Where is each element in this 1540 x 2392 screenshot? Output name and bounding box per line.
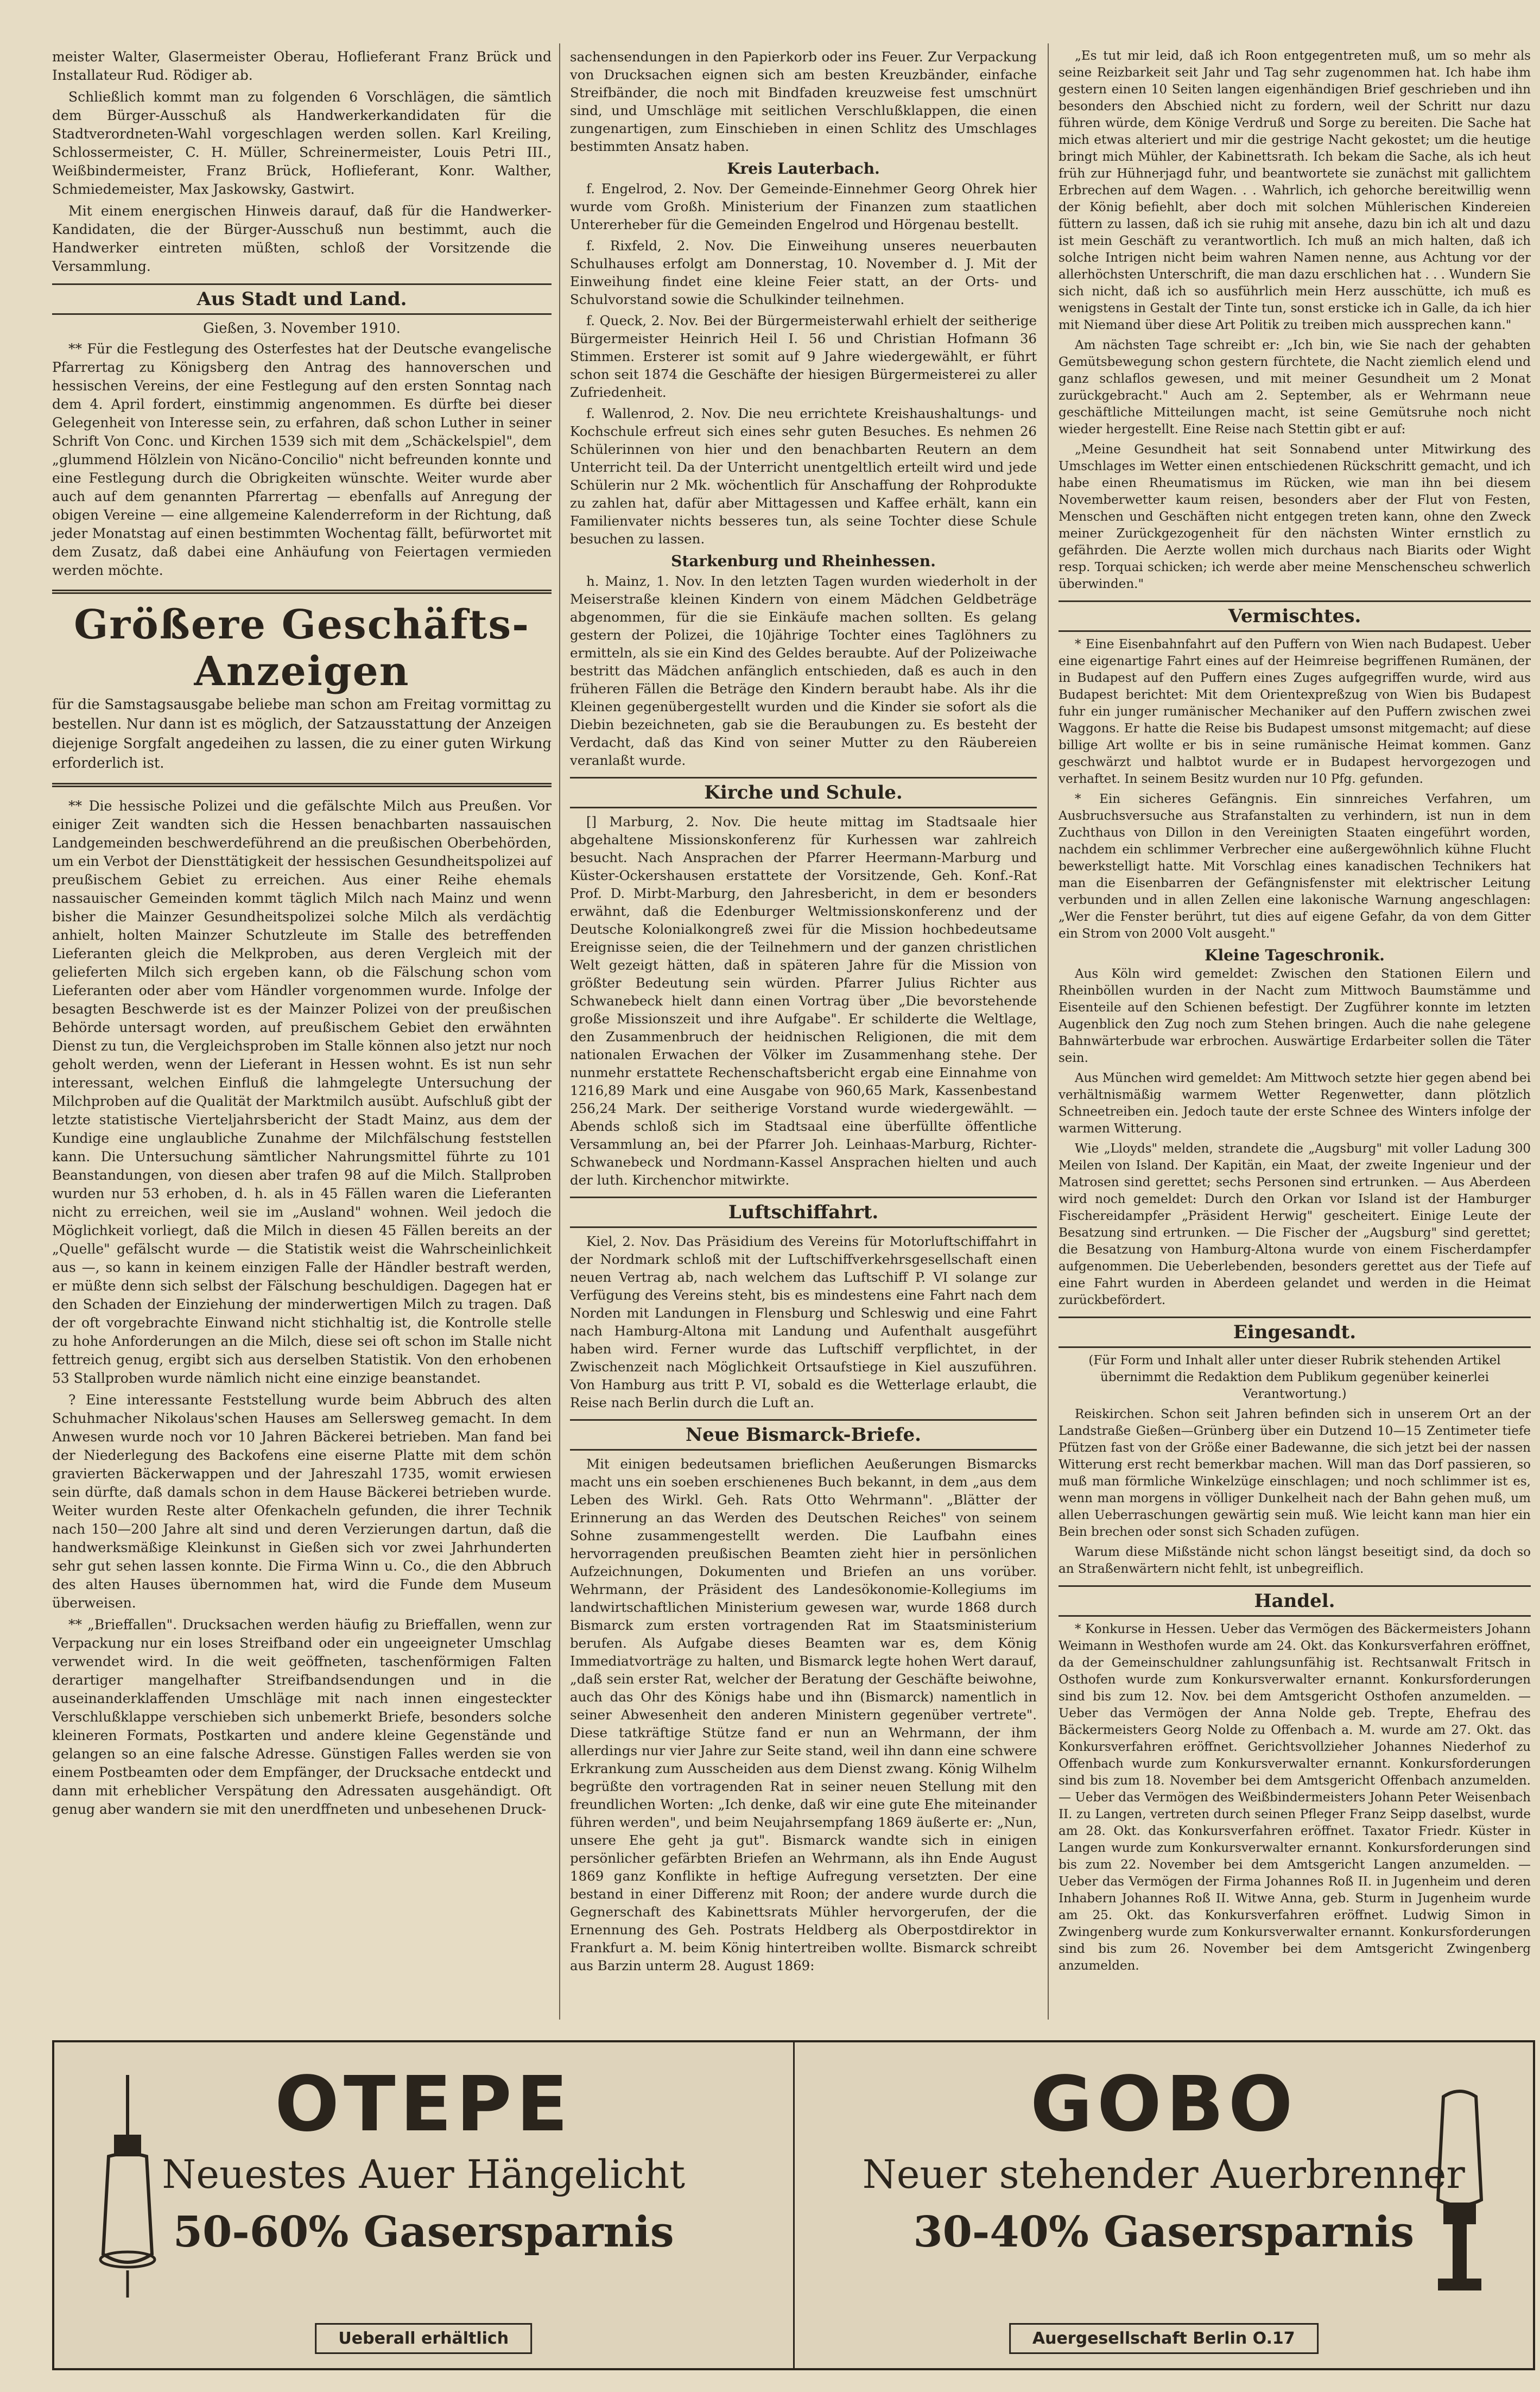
section-heading: Eingesandt.	[1059, 1317, 1531, 1348]
column-1	[52, 48, 552, 1822]
paragraph: f. Wallenrod, 2. Nov. Die neu errichtete Kreishaushaltungs- und Kochschule erfreut sich eines sehr guten Besuches. Es nehmen 26 Schülerinnen von hier und den benachbarten Reutern an dem Unterricht teil. Da der Unterricht unentgeltlich erteilt wird und jede Schülerin nur 2 Mk. wöchentlich für Anschaffung der Rohprodukte zu zahlen hat, dafür aber Mittagessen und Kaffee erhält, kann ein Familienvater nichts besseres tun, als seine Tochter diese Schule besuchen zu lassen.	[570, 406, 1037, 547]
paragraph: * Eine Eisenbahnfahrt auf den Puffern von Wien nach Budapest. Ueber eine eigenartige Fahrt eines auf der Heimreise begriffenen Rumänen, der in Budapest auf den Puffern eines Zuges aufgegriffen wurde, wird aus Budapest berichtet: Mit dem Orientexpreßzug von Wien bis Budapest fuhr ein junger rumänischer Mechaniker auf den Puffern zwischen zwei Waggons. Er hatte die Reise bis Budapest umsonst mitgemacht; auf diese billige Art wollte er bis in seine rumänische Heimat kommen. Ganz geschwärzt und halbtot wurde er in Budapest hervorgezogen und verhaftet. In seinem Besitz wurden nur 10 Pfg. gefunden.	[1059, 637, 1531, 786]
paragraph: Schließlich kommt man zu folgenden 6 Vorschlägen, die sämtlich dem Bürger-Ausschuß als Handwerkerkandidaten für die Stadtverordneten-Wahl vorgeschlagen werden sollen. Karl Kreiling, Schlossermeister, C. H. Müller, Schreinermeister, Louis Petri III., Weißbindermeister, Franz Brück, Hoflieferant, Konr. Walther, Schmiedemeister, Max Jaskowsky, Gastwirt.	[52, 89, 552, 197]
paragraph: * Ein sicheres Gefängnis. Ein sinnreiches Verfahren, um Ausbruchsversuche aus Strafanstalten zu verhindern, ist nun in dem Zuchthaus von Dillon in den Vereinigten Staaten eingeführt worden, nachdem ein schlimmer Verbrecher eine außergewöhnlich kühne Flucht bewerkstelligt hatte. Mit Vorschlag eines kanadischen Technikers hat man die Eisenbarren der Gefängnisfenster mit elektrischer Leitung verbunden und in allen Zellen eine lakonische Warnung angeschlagen: „Wer die Fenster berührt, tut dies auf eigene Gefahr, da von dem Gitter ein Strom von 2000 Volt ausgeht."	[1059, 792, 1531, 941]
editorial-note: (Für Form und Inhalt aller unter dieser Rubrik stehenden Artikel übernimmt die Redaktion dem Publikum gegenüber keinerlei Verantwortung.)	[1088, 1353, 1501, 1401]
paragraph: meister Walter, Glasermeister Oberau, Hoflieferant Franz Brück und Installateur Rud. Rödiger ab.	[52, 49, 552, 83]
paragraph: ? Eine interessante Feststellung wurde beim Abbruch des alten Schuhmacher Nikolaus'schen Hauses am Sellersweg gemacht. In dem Anwesen wurde noch vor 10 Jahren Bäckerei betrieben. Man fand bei der Niederlegung des Backofens eine eiserne Platte mit dem schön gravierten Bäckerwappen und der Jahreszahl 1735, womit erwiesen sein dürfte, daß damals schon in dem Hause Bäckerei betrieben wurde. Weiter wurden Reste alter Ofenkacheln gefunden, die ihrer Technik nach 150—200 Jahre alt sind und deren Verzierungen dartun, daß die handwerksmäßige Kleinkunst in Gießen sich vor zwei Jahrhunderten sehr gut sehen lassen konnte. Die Firma Winn u. Co., die den Abbruch des alten Hauses übernommen hat, wird die Funde dem Museum überweisen.	[52, 1392, 552, 1611]
paragraph: Reiskirchen. Schon seit Jahren befinden sich in unserem Ort an der Landstraße Gießen—Grünberg über ein Dutzend 10—15 Zentimeter tiefe Pfützen fast von der Größe einer Badewanne, die sich jetzt bei der nassen Witterung erst recht bemerkbar machen. Will man das Dorf passieren, so muß man förmliche Winkelzüge einschlagen; und noch schlimmer ist es, wenn man morgens in völliger Dunkelheit nach der Bahn gehen muß, um allen Ueberraschungen gewärtig sein muß. Wie leicht kann man hier ein Bein brechen oder sonst sich Schaden zufügen.	[1059, 1407, 1531, 1539]
paragraph: f. Rixfeld, 2. Nov. Die Einweihung unseres neuerbauten Schulhauses erfolgt am Donnerstag, 10. November d. J. Mit der Einweihung findet eine kleine Feier statt, an der Orts- und Schulvorstand sowie die Schulkinder teilnehmen.	[570, 238, 1037, 307]
notice-headline: Größere Geschäfts-Anzeigen	[74, 602, 530, 695]
dateline: Gießen, 3. November 1910.	[203, 320, 401, 337]
paragraph: Aus Köln wird gemeldet: Zwischen den Stationen Eilern und Rheinböllen wurden in der Nacht zum Mittwoch Baumstämme und Eisenteile auf den Schienen befestigt. Der Zugführer konnte im letzten Augenblick den Zug noch zum Stehen bringen. Auch die nahe gelegene Bahnwärterbude war erbrochen. Auswärtige Erdarbeiter sollen die Täter sein.	[1059, 967, 1531, 1065]
advertisement-gobo	[793, 2042, 1533, 2368]
column-3	[1059, 48, 1531, 1978]
ad-tagline: Neuer stehender Auerbrenner	[862, 2151, 1465, 2197]
paragraph: Aus München wird gemeldet: Am Mittwoch setzte hier gegen abend bei verhältnismäßig warmem Wetter Regenwetter, dann plötzlich Schneetreiben ein. Jedoch taute der erste Schnee des Winters infolge der warmen Witterung.	[1059, 1071, 1531, 1136]
hanging-lamp-icon	[87, 2075, 168, 2303]
paragraph: ** „Brieffallen". Drucksachen werden häufig zu Brieffallen, wenn zur Verpackung nur ein loses Streifband oder ein ungeeigneter Umschlag verwendet wird. In die weit geöffneten, taschenförmigen Falten derartiger mangelhafter Streifbandsendungen und in die auseinanderklaffenden Umschläge mit nach innen eingesteckter Verschlußklappe verschieben sich unbemerkt Briefe, besonders solche kleineren Formats, Postkarten und andere kleine Gegenstände und gelangen so an eine falsche Adresse. Günstigen Falles werden sie von einem Postbeamten oder dem Empfänger, der Drucksache entdeckt und dann mit erheblicher Verspätung den Adressaten ausgehändigt. Oft genug aber wandern sie mit den unerdffneten und unbesehenen Druck-	[52, 1617, 552, 1817]
section-heading: Luftschiffahrt.	[570, 1197, 1037, 1228]
section-heading: Neue Bismarck-Briefe.	[570, 1419, 1037, 1451]
paragraph: Warum diese Mißstände nicht schon längst beseitigt sind, da doch so an Straßenwärtern nicht fehlt, ist unbegreiflich.	[1059, 1545, 1531, 1576]
paragraph: „Es tut mir leid, daß ich Roon entgegentreten muß, um so mehr als seine Reizbarkeit seit Jahr und Tag sehr zugenommen hat. Ich habe ihm gestern einen 10 Seiten langen eigenhändigen Brief geschrieben und ihn besonders den Abschied nicht zu fordern, weil der Schritt nur dazu führen würde, dem Könige Verdruß und Sorge zu bereiten. Die Sache hat mich etwas alteriert und mir die gestrige Nacht gekostet; um die heutige bringt mich Mühler, der Kabinettsrath. Ich bekam die Sache, als ich heut früh zur Hühnerjagd fuhr, und beantwortete sie zunächst mit gallichtem Erbrechen auf dem Wagen. . . Wahrlich, ich gehorche bereitwillig wenn der König befiehlt, aber doch mit solchen Mühlerischen Kindereien füttern zu lassen, daß ich sie ruhig mit ansehe, dazu bin ich alt und dazu ist mein Geschäft zu verantwortlich. Ich muß an mich halten, daß ich solche Intrigen nicht beim wahren Namen nenne, aus Achtung vor der allerhöchsten Unterschrift, die man dazu erschlichen hat . . . Wundern Sie sich nicht, daß ich so ausführlich mein Herz ausschütte, ich muß es wenigstens in Gestalt der Tinte tun, sonst ersticke ich in Galle, da ich hier mit Niemand über diese Art Politik zu treiben mich aussprechen kann."	[1059, 49, 1531, 332]
paragraph: „Meine Gesundheit hat seit Sonnabend unter Mitwirkung des Umschlages im Wetter einen entschiedenen Rückschritt gemacht, und ich habe einen Rheumatismus im Rücken, wie man ihn bei diesem Novemberwetter kaum reisen, besonders aber der Flut von Festen, Menschen und Geschäften nicht entgegen treten kann, ohne den Zweck meiner Zurückgezogenheit für den nächsten Winter ernstlich zu gefährden. Die Aerzte wollen mich durchaus nach Biarits oder Wight resp. Torquai schicken; ich werde aber meine Menschenscheu schwerlich überwinden."	[1059, 442, 1531, 591]
notice-box	[52, 590, 552, 787]
paragraph: ** Für die Festlegung des Osterfestes hat der Deutsche evangelische Pfarrertag zu Königsberg den Antrag des hannoverschen und hessischen Vereins, der eine Festlegung auf den ersten Sonntag nach dem 4. April fordert, einstimmig angenommen. Es dürfte bei dieser Gelegenheit von Interesse sein, zu erfahren, daß schon Luther in seiner Schrift Von Conc. und Kirchen 1539 sich mit dem „Schäckelspiel", dem „glummend Hölzlein von Nicäno-Concilio" nicht befreunden konnte und eine Festlegung durch die Obrigkeiten wünschte. Weiter wurde aber auch auf dem genannten Pfarrertag — ebenfalls auf Anregung der obigen Vereine — eine allgemeine Kalenderreform in der Richtung, daß jeder Monatstag auf einen bestimmten Wochentag fällt, befürwortet mit dem Zusatz, daß dabei eine Anhäufung von Feiertagen vermieden werden möchte.	[52, 341, 552, 578]
advertisement-band	[52, 2040, 1535, 2370]
paragraph: ** Die hessische Polizei und die gefälschte Milch aus Preußen. Vor einiger Zeit wandten sich die Hessen benachbarten nassauischen Landgemeinden beschwerdeführend an die preußischen Oberbehörden, um ein Verbot der Diensttätigkeit der hessischen Gesundheitspolizei auf preußischem Gebiet zu erreichen. Aus einer Reihe ehemals nassauischer Gemeinden kommt täglich Milch nach Mainz und wenn bisher die Mainzer Gesundheitspolizei solche Milch als verdächtig anhielt, holten Mainzer Schutzleute im Stalle des betreffenden Lieferanten gleich die Melkproben, aus deren Vergleich mit der gelieferten Milch sich ergeben kann, ob die Fälschung schon vom Lieferanten oder aber vom Händler vorgenommen wurde. Infolge der besagten Beschwerde ist es der Mainzer Polizei von der preußischen Behörde untersagt worden, auf preußischem Gebiet den erwähnten Dienst zu tun, die Vergleichsproben im Stalle können also jetzt nur noch geholt werden, wenn der Lieferant in Hessen wohnt. Es ist nun sehr interessant, welchen Einfluß die lahmgelegte Untersuchung der Milchproben auf die Qualität der Marktmilch ausübt. Aufschluß gibt der letzte statistische Vierteljahrsbericht der Stadt Mainz, aus dem der Kundige eine unglaubliche Zunahme der Milchfälschung feststellen kann. Die Untersuchung sämtlicher Nahrungsmittel führte zu 101 Beanstandungen, von diesen aber trafen 98 auf die Milch. Stallproben wurden nur 53 erhoben, d. h. als in 45 Fällen waren die Lieferanten nicht zu erreichen, weil sie im „Ausland" wohnen. Weil jedoch die Möglichkeit vorliegt, daß die Milch in diesen 45 Fällen bereits an der „Quelle" gefälscht wurde — die Statistik weist die Wahrscheinlichkeit aus —, so kann in keinem einzigen Falle der Händler bestraft werden, er müßte denn sich selbst der Fälschung beschuldigen. Dagegen hat er den Schaden der Einziehung der minderwertigen Milch zu tragen. Daß der oft vorgebrachte Einwand nicht stichhaltig ist, die Kontrolle stelle zu hohe Anforderungen an die Milch, diese sei oft schon im Stalle nicht fettreich genug, ergibt sich aus derselben Statistik. Von den erhobenen 53 Stallproben wurde nämlich nicht eine einzige beanstandet.	[52, 798, 552, 1386]
paragraph: Kiel, 2. Nov. Das Präsidium des Vereins für Motorluftschiffahrt in der Nordmark schloß mit der Luftschiffverkehrsgesellschaft einen neuen Vertrag ab, nach welchem das Luftschiff P. VI solange zur Verfügung des Vereins steht, bis es mindestens eine Fahrt nach dem Norden mit Landungen in Flensburg und Schleswig und eine Fahrt nach Hamburg-Altona mit Landung und Aufenthalt ausgeführt haben wird. Ferner wurde das Luftschiff verpflichtet, in der Zwischenzeit nach Möglichkeit Ortsaufstiege in Kiel auszuführen. Von Hamburg aus tritt P. VI, sobald es die Wetterlage erlaubt, die Reise nach Berlin durch die Luft an.	[570, 1233, 1037, 1410]
paragraph: [] Marburg, 2. Nov. Die heute mittag im Stadtsaale hier abgehaltene Missionskonferenz für Kurhessen war zahlreich besucht. Nach Ansprachen der Pfarrer Heermann-Marburg und Küster-Ockershausen erstattete der Vorsitzende, Geh. Konf.-Rat Prof. D. Mirbt-Marburg, den Jahresbericht, in dem er besonders erwähnt, daß die Edenburger Weltmissionskonferenz und der Deutsche Kolonialkongreß zwei für die Mission hochbedeutsame Ereignisse seien, die der Teilnehmern und der ganzen christlichen Welt gezeigt hätten, daß in späteren Jahre für die Mission von größter Bedeutung sein würden. Pfarrer Julius Richter aus Schwanebeck hielt dann einen Vortrag über „Die bevorstehende große Missionszeit und ihre Aufgabe". Er schilderte die Weltlage, den Zusammenbruch der heidnischen Religionen, die mit dem nationalen Erwachen der Völker im Zusammenhang stehe. Der nunmehr erstattete Rechenschaftsbericht ergab eine Einnahme von 1216,89 Mark und eine Ausgabe von 960,65 Mark, Kassenbestand 256,24 Mark. Der seitherige Vorstand wurde wiedergewählt. — Abends schloß sich im Stadtsaal eine überfüllte öffentliche Versammlung an, bei der Pfarrer Joh. Leinhaas-Marburg, Richter-Schwanebeck und Nordmann-Kassel Ansprachen hielten und auch der luth. Kirchenchor mitwirkte.	[570, 814, 1037, 1188]
ad-savings: 50-60% Gasersparnis	[173, 2207, 674, 2257]
ad-savings: 30-40% Gasersparnis	[913, 2207, 1415, 2257]
paragraph: Mit einigen bedeutsamen brieflichen Aeußerungen Bismarcks macht uns ein soeben erschienenes Buch bekannt, in dem „aus dem Leben des Wirkl. Geh. Rats Otto Wehrmann". „Blätter der Erinnerung an das Werden des Deutschen Reiches" von seinem Sohne zusammengestellt werden. Die Laufbahn eines hervorragenden preußischen Beamten zieht hier in persönlichen Aufzeichnungen, Dokumenten und Briefen an uns vorüber. Wehrmann, der Präsident des Landesökonomie-Kollegiums im landwirtschaftlichen Ministerium gewesen war, wurde 1868 durch Bismarck zum ersten vortragenden Rat im Staatsministerium berufen. Als Aufgabe dieses Beamten war es, dem König Immediatvorträge zu halten, und Bismarck legte hohen Wert darauf, „daß sein erster Rat, welcher der Beratung der Geschäfte beiwohne, auch das Ohr des Königs habe und ihn (Bismarck) namentlich in seiner Abwesenheit den anderen Ministern gegenüber vertrete". Diese tatkräftige Stütze fand er nun an Wehrmann, der ihm allerdings nur vier Jahre zur Seite stand, weil ihn dann eine schwere Erkrankung zum Ausscheiden aus dem Dienst zwang. König Wilhelm begrüßte den vortragenden Rat in seiner neuen Stellung mit den freundlichen Worten: „Ich denke, daß wir eine gute Ehe miteinander führen werden", und beim Neujahrsempfang 1869 äußerte er: „Nun, unsere Ehe geht ja gut". Bismarck wandte sich in einigen persönlicher gefärbten Briefen an Wehrmann, als ihn Ende August 1869 ganz Konflikte in heftige Aufregung versetzten. Der eine bestand in einer Differenz mit Roon; der andere wurde durch die Gegnerschaft des Kabinettsrats Mühler hervorgerufen, der die Ernennung des Geh. Postrats Heldberg als Oberpostdirektor in Frankfurt a. M. beim König hintertreiben wollte. Bismarck schreibt aus Barzin unterm 28. August 1869:	[570, 1456, 1037, 1973]
paragraph: * Konkurse in Hessen. Ueber das Vermögen des Bäckermeisters Johann Weimann in Westhofen wurde am 24. Okt. das Konkursverfahren eröffnet, da der Gemeinschuldner zahlungsunfähig ist. Rechtsanwalt Fritsch in Osthofen wurde zum Konkursverwalter ernannt. Konkursforderungen sind bis zum 12. Nov. bei dem Amtsgericht Osthofen anzumelden. — Ueber das Vermögen der Anna Nolde geb. Trepte, Ehefrau des Bäckermeisters Georg Nolde zu Offenbach a. M. wurde am 27. Okt. das Konkursverfahren eröffnet. Gerichtsvollzieher Johannes Niederhof zu Offenbach wurde zum Konkursverwalter ernannt. Konkursforderungen sind bis zum 18. November bei dem Amtsgericht Offenbach anzumelden. — Ueber das Vermögen des Weißbindermeisters Johann Peter Weisenbach II. zu Langen, vertreten durch seinen Pfleger Franz Seipp daselbst, wurde am 28. Okt. das Konkursverfahren eröffnet. Taxator Friedr. Küster in Langen wurde zum Konkursverwalter ernannt. Konkursforderungen sind bis zum 22. November bei dem Amtsgericht Langen anzumelden. — Ueber das Vermögen der Firma Johannes Roß II. in Jugenheim und deren Inhabern Johannes Roß II. Witwe Anna, geb. Sturm in Jugenheim wurde am 25. Okt. das Konkursverfahren eröffnet. Ludwig Simon in Zwingenberg wurde zum Konkursverwalter ernannt. Konkursforderungen sind bis zum 26. November bei dem Amtsgericht Zwingenberg anzumelden.	[1059, 1622, 1531, 1973]
advertisement-otepe	[54, 2042, 793, 2368]
paragraph: h. Mainz, 1. Nov. In den letzten Tagen wurden wiederholt in der Meiserstraße kleinen Kindern von einem Mädchen Geldbeträge abgenommen, für die sie Einkäufe machen sollten. Es gelang gestern der Polizei, die 10jährige Tochter eines Taglöhners zu ermitteln, als sie ein Kind des Geldes beraubte. Auf der Polizeiwache bestritt das Mädchen anfänglich entschieden, daß es auch in den früheren Fällen die Beträge den Kindern beraubt habe. Als ihr die Kleinen gegenübergestellt wurden und die Kinder sie sofort als die Diebin bezeichneten, gab sie die Beraubungen zu. Es besteht der Verdacht, daß das Kind von seiner Mutter zu den Räubereien veranlaßt wurde.	[570, 573, 1037, 768]
paragraph: Am nächsten Tage schreibt er: „Ich bin, wie Sie nach der gehabten Gemütsbewegung schon gestern fürchtete, die Nacht ziemlich elend und ganz schlaflos gewesen, und mit meiner Gesundheit um 2 Monat zurückgebracht." Auch am 2. September, als er Wehrmann neue geschäftliche Mitteilungen macht, ist seine Gemütsruhe noch nicht wieder hergestellt. Eine Reise nach Stettin gibt er auf:	[1059, 338, 1531, 436]
section-heading: Handel.	[1059, 1585, 1531, 1617]
paragraph: Mit einem energischen Hinweis darauf, daß für die Handwerker-Kandidaten, die der Bürger-Ausschuß nun bestimmt, auch die Handwerker eintreten müßten, schloß der Vorsitzende die Versammlung.	[52, 203, 552, 274]
section-heading: Kirche und Schule.	[570, 777, 1037, 808]
subsection-heading: Kreis Lauterbach.	[727, 160, 880, 178]
paragraph: sachensendungen in den Papierkorb oder ins Feuer. Zur Verpackung von Drucksachen eignen sich am besten Kreuzbänder, einfache Streifbänder, die noch mit Bindfaden kreuzweise fest umschnürt sind, und Umschläge mit seitlichen Verschlußklappen, die einen zungenartigen, zum Einschieben in einen Schlitz des Umschlages bestimmten Ansatz haben.	[570, 49, 1037, 154]
standing-burner-icon	[1419, 2075, 1500, 2303]
paragraph: f. Engelrod, 2. Nov. Der Gemeinde-Einnehmer Georg Ohrek hier wurde vom Großh. Ministerium der Finanzen zum staatlichen Untererheber für die Gemeinden Engelrod und Hörgenau bestellt.	[570, 181, 1037, 232]
column-2	[570, 48, 1037, 1978]
ad-brand: OTEPE	[275, 2060, 573, 2149]
subsection-heading: Starkenburg und Rheinhessen.	[671, 552, 936, 570]
ad-footer: Auergesellschaft Berlin O.17	[1009, 2323, 1319, 2354]
ad-brand: GOBO	[1030, 2060, 1297, 2149]
paragraph: Wie „Lloyds" melden, strandete die „Augsburg" mit voller Ladung 300 Meilen von Island. Der Kapitän, ein Maat, der zweite Ingenieur und der Matrosen sind gerettet; sechs Personen sind ertrunken. — Aus Aberdeen wird noch gemeldet: Durch den Orkan vor Island ist der Hamburger Fischereidampfer „Präsident Herwig" gescheitert. Einige Leute der Besatzung sind ertrunken. — Die Fischer der „Augsburg" sind gerettet; die Besatzung von Hamburg-Altona wurde von einem Fischerdampfer aufgenommen. Die Ueberlebenden, besonders gerettet aus der Tiefe auf eine Fahrt wurden in Aberdeen gelandet und werden in die Heimat zurückbefördert.	[1059, 1142, 1531, 1307]
column-divider	[1048, 43, 1049, 2020]
notice-text: für die Samstagsausgabe beliebe man schon am Freitag vormittag zu bestellen. Nur dann ist es möglich, der Satzausstattung der Anzeigen diejenige Sorgfalt angedeihen zu lassen, die zu einer guten Wirkung erforderlich ist.	[52, 697, 552, 771]
paragraph: f. Queck, 2. Nov. Bei der Bürgermeisterwahl erhielt der seitherige Bürgermeister Heinrich Heil I. 56 und Christian Hofmann 36 Stimmen. Ersterer ist somit auf 9 Jahre wiedergewählt, er führt schon seit 1874 die Geschäfte der hiesigen Bürgermeisterei zu aller Zufriedenheit.	[570, 313, 1037, 400]
ad-tagline: Neuestes Auer Hängelicht	[162, 2151, 686, 2197]
section-heading: Vermischtes.	[1059, 600, 1531, 632]
section-heading: Aus Stadt und Land.	[52, 283, 552, 315]
ad-footer: Ueberall erhältlich	[315, 2323, 532, 2354]
subsection-heading: Kleine Tageschronik.	[1205, 946, 1385, 964]
column-divider	[559, 43, 560, 2020]
